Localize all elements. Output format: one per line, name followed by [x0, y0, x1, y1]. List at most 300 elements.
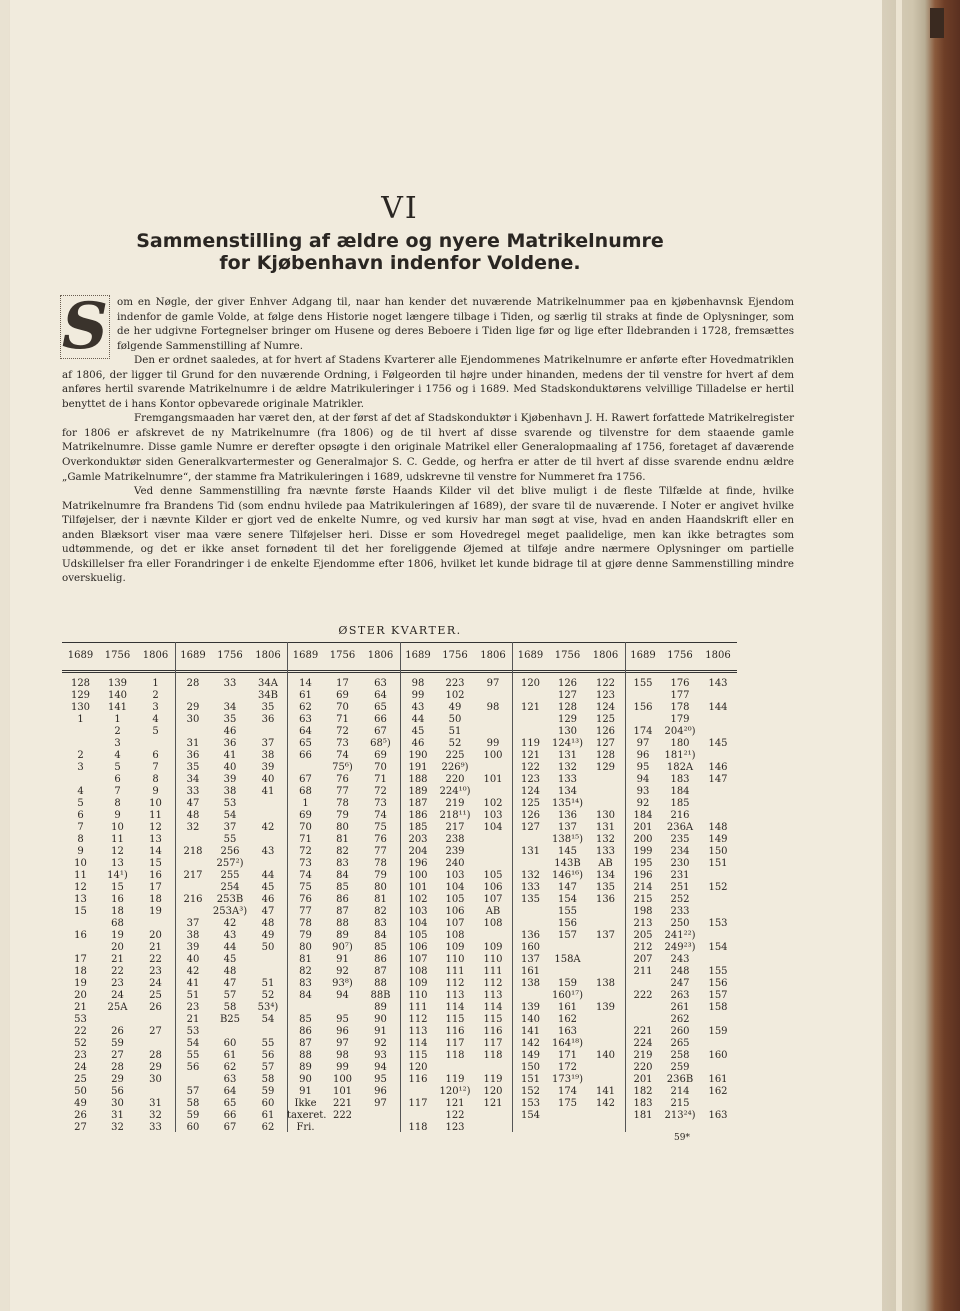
table-cell: 65	[299, 738, 312, 749]
table-cell: 28	[149, 1050, 162, 1061]
table-cell: 111	[408, 1002, 428, 1013]
table-cell: 162	[557, 1014, 578, 1025]
table-cell: 81	[299, 954, 312, 965]
table-cell: 75⁶)	[332, 762, 353, 773]
table-cell: 221	[633, 1026, 653, 1037]
table-cell: 111	[483, 966, 503, 977]
table-cell: 76	[336, 774, 349, 785]
table-cell: 114	[483, 1002, 503, 1013]
table-cell: 9	[152, 786, 159, 797]
table-cell: 12	[74, 882, 87, 893]
table-cell: 149	[520, 1050, 541, 1061]
table-cell: 130	[70, 702, 91, 713]
table-cell: 150	[520, 1062, 541, 1073]
table-cell: 239	[445, 846, 465, 857]
table-cell: 71	[374, 774, 387, 785]
table-cell: 127	[595, 738, 616, 749]
column-header-1756: 1756	[329, 650, 356, 661]
table-cell: 151	[708, 858, 728, 869]
table-cell: 19	[149, 906, 162, 917]
table-cell: 236B	[666, 1074, 694, 1085]
table-cell: 52	[74, 1038, 87, 1049]
table-cell: 105	[483, 870, 503, 881]
table-cell: 59	[186, 1110, 200, 1121]
table-cell: 101	[483, 774, 503, 785]
table-cell: 31	[111, 1110, 124, 1121]
table-cell: 97	[636, 738, 650, 749]
table-cell: 41	[261, 786, 275, 797]
table-cell: 137	[595, 930, 616, 941]
table-cell: 116	[408, 1074, 428, 1085]
table-cell: 195	[633, 858, 653, 869]
table-cell: 91	[374, 1026, 387, 1037]
table-cell: 70	[336, 702, 349, 713]
table-cell: 142	[595, 1098, 616, 1109]
table-cell: 115	[483, 1014, 503, 1025]
table-cell: 110	[483, 954, 503, 965]
table-cell: 104	[445, 882, 465, 893]
table-cell: 219	[445, 798, 465, 809]
table-cell: 108	[408, 966, 428, 977]
table-cell: 141	[595, 1086, 616, 1097]
table-cell: 145	[557, 846, 578, 857]
table-cell: 92	[636, 798, 650, 809]
table-cell: 110	[445, 954, 465, 965]
table-cell: 184	[633, 810, 653, 821]
table-cell: 154	[520, 1110, 541, 1121]
table-cell: 51	[261, 978, 275, 989]
table-cell: 217	[445, 822, 465, 833]
table-cell: 94	[336, 990, 349, 1001]
table-cell: 102	[445, 690, 465, 701]
table-cell: 135	[595, 882, 616, 893]
table-cell: 40	[261, 774, 275, 785]
table-cell: 2	[77, 750, 84, 761]
table-cell: 116	[483, 1026, 503, 1037]
table-cell: 86	[374, 954, 387, 965]
table-cell: 140	[520, 1014, 541, 1025]
table-cell: 259	[670, 1062, 690, 1073]
table-cell: 70	[299, 822, 312, 833]
table-cell: 29	[149, 1062, 162, 1073]
table-cell: 21	[149, 942, 162, 953]
table-cell: 13	[111, 858, 124, 869]
table-cell: 85	[374, 942, 387, 953]
table-cell: 7	[152, 762, 159, 773]
table-cell: 12	[149, 822, 162, 833]
table-cell: 99	[486, 738, 500, 749]
table-cell: 60	[261, 1098, 275, 1109]
table-cell: 97	[374, 1098, 387, 1109]
table-cell: 23	[74, 1050, 87, 1061]
table-cell: 216	[670, 810, 690, 821]
table-cell: 58	[186, 1098, 200, 1109]
table-cell: 84	[299, 990, 312, 1001]
table-cell: 95	[636, 762, 650, 773]
table-cell: 10	[74, 858, 87, 869]
table-cell: 200	[633, 834, 653, 845]
table-cell: 117	[408, 1098, 428, 1109]
table-cell: AB	[598, 858, 613, 869]
table-cell: 121	[483, 1098, 503, 1109]
table-cell: 114	[408, 1038, 428, 1049]
table-cell: 124	[595, 702, 616, 713]
table-cell: 96	[336, 1026, 349, 1037]
table-cell: 119	[483, 1074, 503, 1085]
table-cell: 224	[633, 1038, 653, 1049]
table-cell: 163	[557, 1026, 578, 1037]
table-cell: 156	[633, 702, 653, 713]
table-cell: 214	[670, 1086, 690, 1097]
table-cell: 36	[186, 750, 200, 761]
table-cell: 143	[708, 678, 728, 689]
table-cell: 147	[557, 882, 578, 893]
table-cell: 36	[223, 738, 237, 749]
table-cell: 39	[223, 774, 237, 785]
table-cell: 35	[186, 762, 200, 773]
column-header-1806: 1806	[142, 650, 169, 661]
table-cell: 80	[374, 882, 387, 893]
table-cell: 136	[595, 894, 616, 905]
table-cell: 7	[114, 786, 121, 797]
table-cell: 115	[408, 1050, 428, 1061]
table-cell: 19	[74, 978, 87, 989]
table-cell: 238	[445, 834, 465, 845]
table-cell: 45	[261, 882, 275, 893]
table-cell: 54	[223, 810, 237, 821]
table-cell: 78	[299, 918, 312, 929]
table-cell: 125	[595, 714, 616, 725]
table-cell: 128	[557, 702, 578, 713]
table-cell: 97	[336, 1038, 349, 1049]
table-cell: 75	[374, 822, 387, 833]
table-cell: 116	[445, 1026, 465, 1037]
column-header-1806: 1806	[705, 650, 731, 661]
table-cell: 88	[336, 918, 349, 929]
table-cell: 82	[336, 846, 349, 857]
table-cell: 129	[557, 714, 578, 725]
table-cell: 120	[483, 1086, 503, 1097]
table-cell: 213²⁴)	[664, 1110, 696, 1121]
table-cell: 6	[77, 810, 84, 821]
table-cell: 19	[111, 930, 124, 941]
table-cell: 74	[336, 750, 349, 761]
table-cell: Ikke	[294, 1098, 317, 1109]
table-cell: 247	[670, 978, 690, 989]
table-cell: 47	[261, 906, 275, 917]
table-cell: 95	[336, 1014, 349, 1025]
table-cell: 70	[374, 762, 387, 773]
table-cell: 113	[483, 990, 503, 1001]
table-cell: 1	[302, 798, 309, 809]
table-cell: 87	[374, 966, 387, 977]
table-cell: 31	[186, 738, 200, 749]
table-cell: 126	[557, 678, 578, 689]
table-cell: 130	[557, 726, 578, 737]
table-cell: 117	[483, 1038, 503, 1049]
table-cell: 111	[445, 966, 465, 977]
table-cell: 72	[299, 846, 312, 857]
table-cell: 13	[149, 834, 162, 845]
table-cell: 131	[595, 822, 616, 833]
table-cell: 65	[223, 1098, 237, 1109]
table-cell: 64	[374, 690, 387, 701]
table-cell: 240	[445, 858, 465, 869]
table-cell: 31	[149, 1098, 162, 1109]
table-cell: 35	[261, 702, 275, 713]
table-cell: 61	[261, 1110, 275, 1121]
table-cell: 40	[186, 954, 200, 965]
page-title: Sammenstilling af ældre og nyere Matrikelnumre	[136, 230, 664, 252]
table-cell: 123	[520, 774, 541, 785]
table-cell: 236A	[666, 822, 694, 833]
table-cell: 88B	[370, 990, 391, 1001]
table-cell: 29	[111, 1074, 124, 1085]
table-cell: 252	[670, 894, 690, 905]
table-cell: 251	[670, 882, 690, 893]
table-cell: 221	[332, 1098, 353, 1109]
table-cell: 93	[636, 786, 650, 797]
table-cell: 69	[374, 750, 387, 761]
table-cell: 220	[445, 774, 465, 785]
table-cell: 60	[186, 1122, 200, 1133]
table-cell: 112	[445, 978, 465, 989]
table-cell: 55	[261, 1038, 275, 1049]
table-cell: 265	[670, 1038, 690, 1049]
table-cell: 121	[520, 702, 541, 713]
table-cell: 22	[74, 1026, 87, 1037]
table-cell: 119	[445, 1074, 465, 1085]
table-cell: 10	[149, 798, 162, 809]
table-cell: 138	[595, 978, 616, 989]
table-cell: 47	[223, 978, 237, 989]
table-cell: 15	[111, 882, 124, 893]
table-cell: 157	[557, 930, 578, 941]
table-cell: 76	[299, 894, 312, 905]
table-cell: 48	[261, 918, 275, 929]
table-cell: 93	[374, 1050, 387, 1061]
table-cell: 187	[408, 798, 428, 809]
table-cell: 153	[520, 1098, 541, 1109]
table-cell: 142	[520, 1038, 541, 1049]
table-cell: 183	[670, 774, 690, 785]
table-cell: 53	[74, 1014, 87, 1025]
table-cell: 17	[336, 678, 349, 689]
table-cell: 104	[408, 918, 428, 929]
column-header-1806: 1806	[367, 650, 394, 661]
table-cell: 138¹⁵)	[551, 834, 583, 845]
table-cell: 15	[149, 858, 162, 869]
table-cell: 91	[336, 954, 349, 965]
table-cell: 119	[520, 738, 541, 749]
table-cell: 160¹⁷)	[551, 990, 583, 1001]
table-cell: 79	[374, 870, 387, 881]
table-cell: 11	[74, 870, 87, 881]
table-cell: 43	[261, 846, 275, 857]
table-cell: 11	[149, 810, 162, 821]
table-cell: 103	[445, 870, 465, 881]
table-cell: 143B	[554, 858, 581, 869]
table-cell: 33	[149, 1122, 162, 1133]
table-cell: 103	[408, 906, 428, 917]
table-cell: 84	[336, 870, 349, 881]
table-cell: 1	[77, 714, 84, 725]
table-cell: 83	[336, 858, 349, 869]
table-cell: 261	[670, 1002, 690, 1013]
table-cell: 66	[223, 1110, 237, 1121]
table-cell: 8	[152, 774, 159, 785]
table-cell: 120¹²)	[439, 1086, 471, 1097]
table-cell: 41	[223, 750, 237, 761]
table-cell: 87	[299, 1038, 312, 1049]
table-cell: 42	[261, 822, 275, 833]
table-cell: 183	[633, 1098, 653, 1109]
table-cell: 241²²)	[664, 930, 696, 941]
table-cell: 52	[261, 990, 275, 1001]
table-cell: 61	[299, 690, 312, 701]
table-cell: 47	[186, 798, 200, 809]
table-cell: 84	[374, 930, 387, 941]
paragraph-2: Den er ordnet saaledes, at for hvert af Stadens Kvarterer alle Ejendommenes Matrikelnumre er anførte efter Hovedmatriklen af 1806, der ligger til Grund for den nuværende Ordning, i Følgeorden til højre under hinanden, medens der til venstre for hvert af dem anføres hertil svarende Matrikelnumre i de ældre Matrikuleringer i 1756 og i 1689. Med Stadskonduktørens velvillige Tilladelse er hertil benyttet de i hans Kontor opbevarede originale Matrikler.	[62, 354, 794, 410]
table-cell: 56	[186, 1062, 200, 1073]
table-cell: 108	[483, 918, 503, 929]
table-cell: 185	[408, 822, 428, 833]
table-cell: 127	[520, 822, 541, 833]
table-cell: 174	[633, 726, 653, 737]
table-cell: 212	[633, 942, 653, 953]
column-header-1756: 1756	[217, 650, 243, 661]
table-cell: 90	[374, 1014, 387, 1025]
table-cell: 71	[299, 834, 312, 845]
table-cell: 133	[520, 882, 541, 893]
table-cell: 136	[557, 810, 578, 821]
table-cell: 89	[374, 1002, 387, 1013]
table-cell: 201	[633, 1074, 653, 1085]
table-cell: 30	[149, 1074, 162, 1085]
table-cell: 87	[336, 906, 349, 917]
table-cell: 123	[445, 1122, 465, 1133]
table-cell: 69	[299, 810, 312, 821]
table-cell: 184	[670, 786, 690, 797]
column-header-1689: 1689	[405, 650, 431, 661]
table-cell: 79	[336, 810, 349, 821]
table-cell: 174	[557, 1086, 578, 1097]
table-cell: 16	[149, 870, 162, 881]
table-cell: 18	[149, 894, 162, 905]
column-header-1689: 1689	[517, 650, 544, 661]
table-cell: 127	[557, 690, 578, 701]
table-cell: 55	[223, 834, 237, 845]
table-cell: 109	[483, 942, 503, 953]
table-cell: 155	[708, 966, 728, 977]
table-cell: 63	[223, 1074, 237, 1085]
table-cell: 25	[74, 1074, 87, 1085]
table-cell: 82	[299, 966, 312, 977]
table-cell: 33	[186, 786, 200, 797]
table-cell: 155	[557, 906, 578, 917]
table-cell: 85	[336, 882, 349, 893]
clip-mark	[930, 8, 944, 38]
table-cell: 112	[483, 978, 503, 989]
column-header-1689: 1689	[180, 650, 206, 661]
table-cell: 98	[486, 702, 500, 713]
table-cell: 43	[411, 702, 425, 713]
table-cell: 78	[336, 798, 349, 809]
table-cell: 141	[520, 1026, 541, 1037]
table-cell: 92	[374, 1038, 387, 1049]
table-cell: 74	[374, 810, 387, 821]
table-cell: 73	[336, 738, 349, 749]
table-cell: 27	[149, 1026, 162, 1037]
table-cell: 189	[408, 786, 428, 797]
table-cell: 162	[708, 1086, 728, 1097]
table-cell: 158A	[554, 954, 581, 965]
table-cell: 112	[408, 1014, 428, 1025]
table-cell: 59	[261, 1086, 275, 1097]
table-cell: 4	[114, 750, 121, 761]
table-cell: 113	[445, 990, 465, 1001]
table-cell: 199	[633, 846, 653, 857]
table-cell: 56	[261, 1050, 275, 1061]
table-cell: 220	[633, 1062, 653, 1073]
table-cell: 181	[633, 1110, 653, 1121]
table-cell: 163	[708, 1110, 728, 1121]
table-cell: 28	[186, 678, 200, 689]
table-cell: 118	[483, 1050, 503, 1061]
table-cell: 132	[595, 834, 616, 845]
table-cell: 139	[595, 1002, 616, 1013]
table-cell: 20	[111, 942, 124, 953]
table-cell: 89	[299, 1062, 312, 1073]
table-cell: 164¹⁸)	[551, 1038, 583, 1049]
table-cell: 128	[595, 750, 616, 761]
table-cell: 5	[77, 798, 84, 809]
table-cell: 154	[708, 942, 728, 953]
table-cell: 96	[636, 750, 650, 761]
table-cell: 120	[408, 1062, 428, 1073]
table-cell: 214	[633, 882, 653, 893]
table-cell: 12	[111, 846, 124, 857]
table-cell: 135¹⁴)	[551, 798, 583, 809]
table-cell: 24	[74, 1062, 87, 1073]
table-cell: 77	[336, 786, 349, 797]
table-cell: 11	[111, 834, 124, 845]
table-cell: 144	[708, 702, 728, 713]
table-cell: 66	[374, 714, 387, 725]
column-header-1756: 1756	[442, 650, 468, 661]
table-cell: 45	[411, 726, 425, 737]
table-cell: 85	[299, 1014, 312, 1025]
table-cell: 21	[74, 1002, 87, 1013]
table-cell: 28	[111, 1062, 124, 1073]
table-cell: 74	[299, 870, 312, 881]
table-cell: 53⁴)	[257, 1002, 279, 1013]
table-cell: 105	[445, 894, 465, 905]
table-cell: 32	[149, 1110, 162, 1121]
table-cell: 196	[408, 858, 428, 869]
table-cell: 104	[483, 822, 503, 833]
table-cell: 108	[445, 930, 465, 941]
table-cell: 253B	[216, 894, 244, 905]
table-cell: 46	[411, 738, 425, 749]
table-cell: 66	[299, 750, 312, 761]
table-cell: 161	[708, 1074, 728, 1085]
table-cell: 120	[520, 678, 541, 689]
page-mark: 59*	[674, 1133, 690, 1143]
table-cell: 64	[299, 726, 312, 737]
table-cell: 79	[299, 930, 312, 941]
table-cell: 73	[374, 798, 387, 809]
